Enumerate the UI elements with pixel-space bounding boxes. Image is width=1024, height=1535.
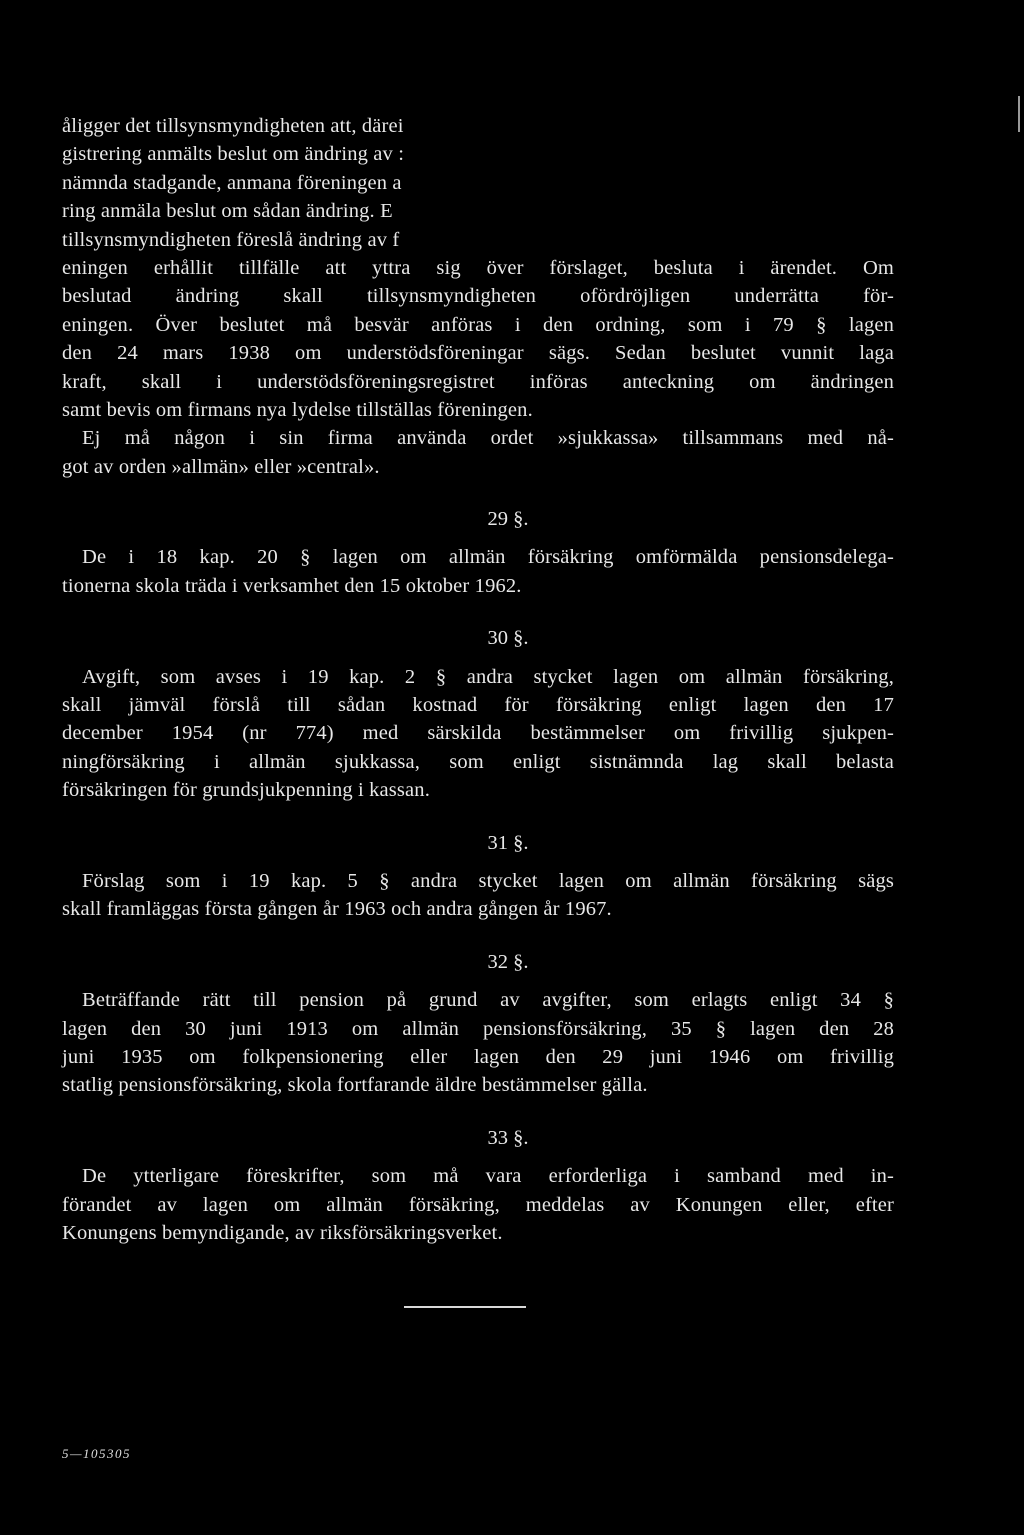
section-32-text bbox=[62, 986, 894, 1100]
section-29-text bbox=[62, 543, 894, 600]
text-line: De i 18 kap. 20 § lagen om allmän försäkring omförmälda pensionsdelega- bbox=[82, 546, 894, 569]
section-heading: 29 §. bbox=[487, 508, 529, 531]
text-line: samt bevis om firmans nya lydelse tillställas föreningen. bbox=[62, 398, 533, 421]
section-heading: 33 §. bbox=[487, 1126, 529, 1149]
text-line: ningförsäkring i allmän sjukkassa, som enligt sistnämnda lag skall belasta bbox=[62, 750, 894, 773]
text-line: statlig pensionsförsäkring, skola fortfarande äldre bestämmelser gälla. bbox=[62, 1074, 648, 1097]
text-line: lagen den 30 juni 1913 om allmän pensionsförsäkring, 35 § lagen den 28 bbox=[62, 1017, 894, 1040]
closing-rule bbox=[404, 1306, 526, 1308]
text-line: eningen. Över beslutet må besvär anföras i den ordning, som i 79 § lagen bbox=[62, 313, 894, 336]
page-edge-mark bbox=[1018, 96, 1020, 132]
text-line: ring anmäla beslut om sådan ändring. E bbox=[62, 200, 393, 223]
text-line: Ej må någon i sin firma använda ordet »sjukkassa» tillsammans med nå- bbox=[82, 427, 894, 450]
text-line: tionerna skola träda i verksamhet den 15 oktober 1962. bbox=[62, 574, 522, 597]
text-line: skall framläggas första gången år 1963 och andra gången år 1967. bbox=[62, 898, 612, 921]
text-line: försäkringen för grundsjukpenning i kassan. bbox=[62, 779, 430, 802]
section-heading: 30 §. bbox=[487, 627, 529, 650]
text-line: tillsynsmyndigheten föreslå ändring av f bbox=[62, 228, 400, 251]
text-line: skall jämväl förslå till sådan kostnad för försäkring enligt lagen den 17 bbox=[62, 694, 894, 717]
section-30-text bbox=[62, 663, 894, 805]
intro-paragraph bbox=[62, 112, 894, 424]
text-line: Avgift, som avses i 19 kap. 2 § andra stycket lagen om allmän försäkring, bbox=[82, 665, 894, 688]
print-code: 5—105305 bbox=[62, 1446, 132, 1461]
text-line: juni 1935 om folkpensionering eller lagen den 29 juni 1946 om frivillig bbox=[62, 1045, 894, 1068]
text-line: förandet av lagen om allmän försäkring, meddelas av Konungen eller, efter bbox=[62, 1193, 894, 1216]
firma-paragraph bbox=[62, 424, 894, 481]
text-line: Beträffande rätt till pension på grund av avgifter, som erlagts enligt 34 § bbox=[82, 989, 894, 1012]
text-line: december 1954 (nr 774) med särskilda bestämmelser om frivillig sjukpen- bbox=[62, 722, 894, 745]
section-31-text bbox=[62, 867, 894, 924]
text-line: gistrering anmälts beslut om ändring av : bbox=[62, 143, 405, 166]
text-line: beslutad ändring skall tillsynsmyndigheten ofördröjligen underrätta för- bbox=[62, 285, 894, 308]
document-page bbox=[62, 112, 894, 1247]
section-heading: 31 §. bbox=[487, 831, 529, 854]
text-line: Konungens bemyndigande, av riksförsäkringsverket. bbox=[62, 1221, 503, 1244]
section-heading: 32 §. bbox=[487, 950, 529, 973]
text-line: den 24 mars 1938 om understödsföreningar sägs. Sedan beslutet vunnit laga bbox=[62, 342, 894, 365]
text-line: Förslag som i 19 kap. 5 § andra stycket lagen om allmän försäkring sägs bbox=[82, 869, 894, 892]
text-line: got av orden »allmän» eller »central». bbox=[62, 455, 380, 478]
text-line: eningen erhållit tillfälle att yttra sig över förslaget, besluta i ärendet. Om bbox=[62, 256, 894, 279]
text-line: De ytterligare föreskrifter, som må vara erforderliga i samband med in- bbox=[82, 1165, 894, 1188]
text-line: kraft, skall i understödsföreningsregistret införas anteckning om ändringen bbox=[62, 370, 894, 393]
text-line: nämnda stadgande, anmana föreningen a bbox=[62, 171, 402, 194]
section-33-text bbox=[62, 1162, 894, 1247]
text-line: åligger det tillsynsmyndigheten att, därei bbox=[62, 115, 404, 137]
